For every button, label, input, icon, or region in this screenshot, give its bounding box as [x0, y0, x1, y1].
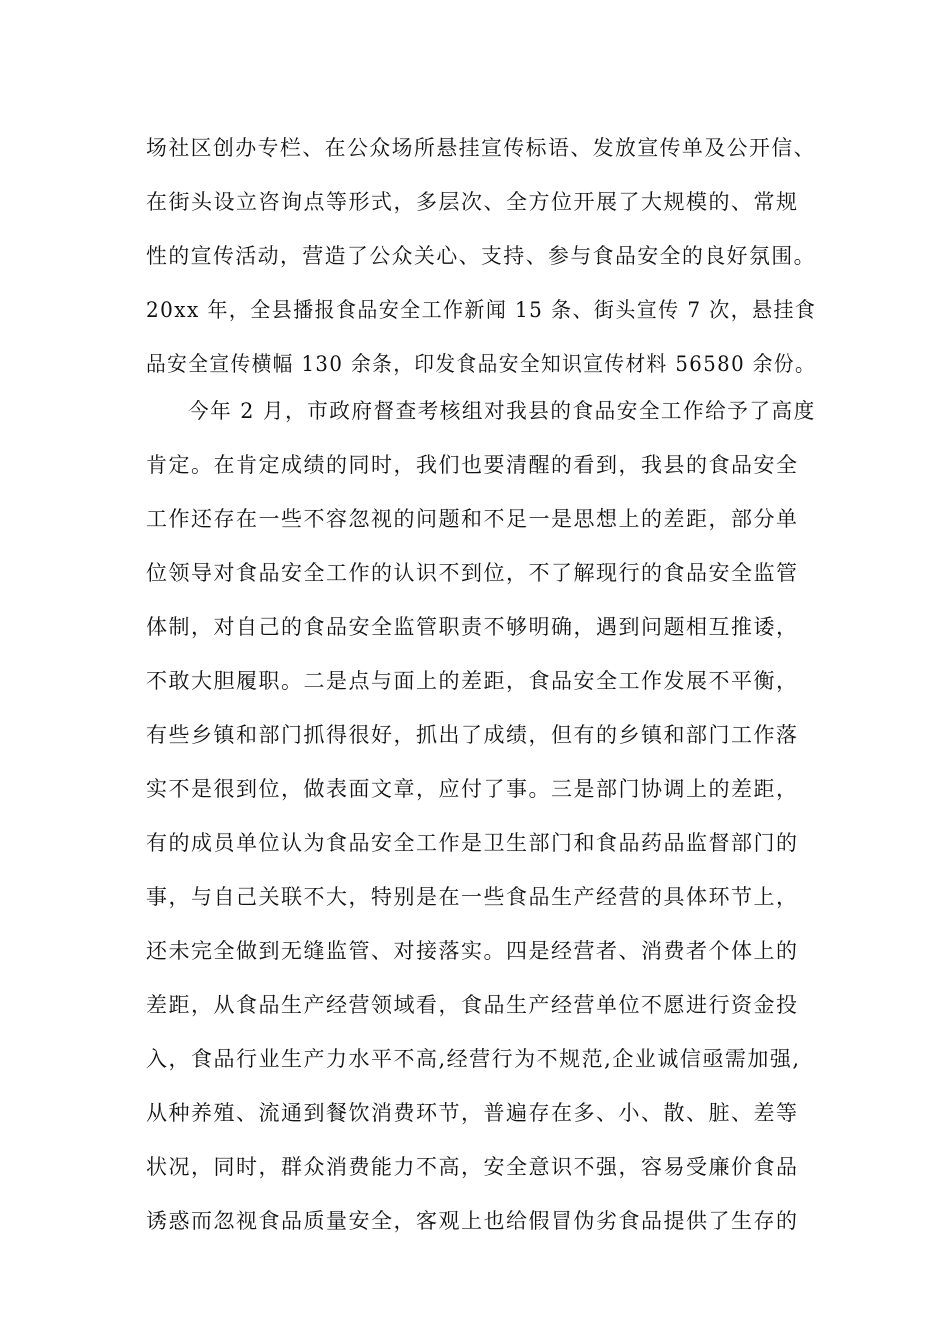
text-line: 品安全宣传横幅 130 余条，印发食品安全知识宣传材料 56580 余份。 [146, 352, 817, 376]
text-line: 诱惑而忽视食品质量安全，客观上也给假冒伪劣食品提供了生存的 [146, 1209, 799, 1233]
text-line: 入，食品行业生产力水平不高,经营行为不规范,企业诚信亟需加强, [146, 1047, 801, 1071]
text-line: 还未完全做到无缝监管、对接落实。四是经营者、消费者个体上的 [146, 939, 799, 963]
text-line: 位领导对食品安全工作的认识不到位，不了解现行的食品安全监管 [146, 561, 799, 585]
text-line: 从种养殖、流通到餐饮消费环节，普遍存在多、小、散、脏、差等 [146, 1101, 799, 1125]
text-line: 实不是很到位，做表面文章，应付了事。三是部门协调上的差距， [146, 777, 799, 801]
text-line: 事，与自己关联不大，特别是在一些食品生产经营的具体环节上， [146, 885, 799, 909]
text-line: 20xx 年，全县播报食品安全工作新闻 15 条、街头宣传 7 次，悬挂食 [146, 298, 817, 322]
text-line: 有的成员单位认为食品安全工作是卫生部门和食品药品监督部门的 [146, 831, 799, 855]
text-line: 在街头设立咨询点等形式，多层次、全方位开展了大规模的、常规 [146, 190, 799, 214]
text-line: 状况，同时，群众消费能力不高，安全意识不强，容易受廉价食品 [146, 1155, 799, 1179]
text-line: 场社区创办专栏、在公众场所悬挂宣传标语、发放宣传单及公开信、 [146, 136, 816, 160]
text-line: 体制，对自己的食品安全监管职责不够明确，遇到问题相互推诿， [146, 615, 799, 639]
text-line: 不敢大胆履职。二是点与面上的差距，食品安全工作发展不平衡， [146, 669, 799, 693]
text-line: 今年 2 月，市政府督查考核组对我县的食品安全工作给予了高度 [188, 399, 816, 423]
text-line: 肯定。在肯定成绩的同时，我们也要清醒的看到，我县的食品安全 [146, 453, 799, 477]
text-line: 性的宣传活动，营造了公众关心、支持、参与食品安全的良好氛围。 [146, 244, 816, 268]
text-line: 有些乡镇和部门抓得很好，抓出了成绩，但有的乡镇和部门工作落 [146, 723, 799, 747]
text-line: 差距，从食品生产经营领域看，食品生产经营单位不愿进行资金投 [146, 993, 799, 1017]
text-line: 工作还存在一些不容忽视的问题和不足一是思想上的差距，部分单 [146, 507, 799, 531]
